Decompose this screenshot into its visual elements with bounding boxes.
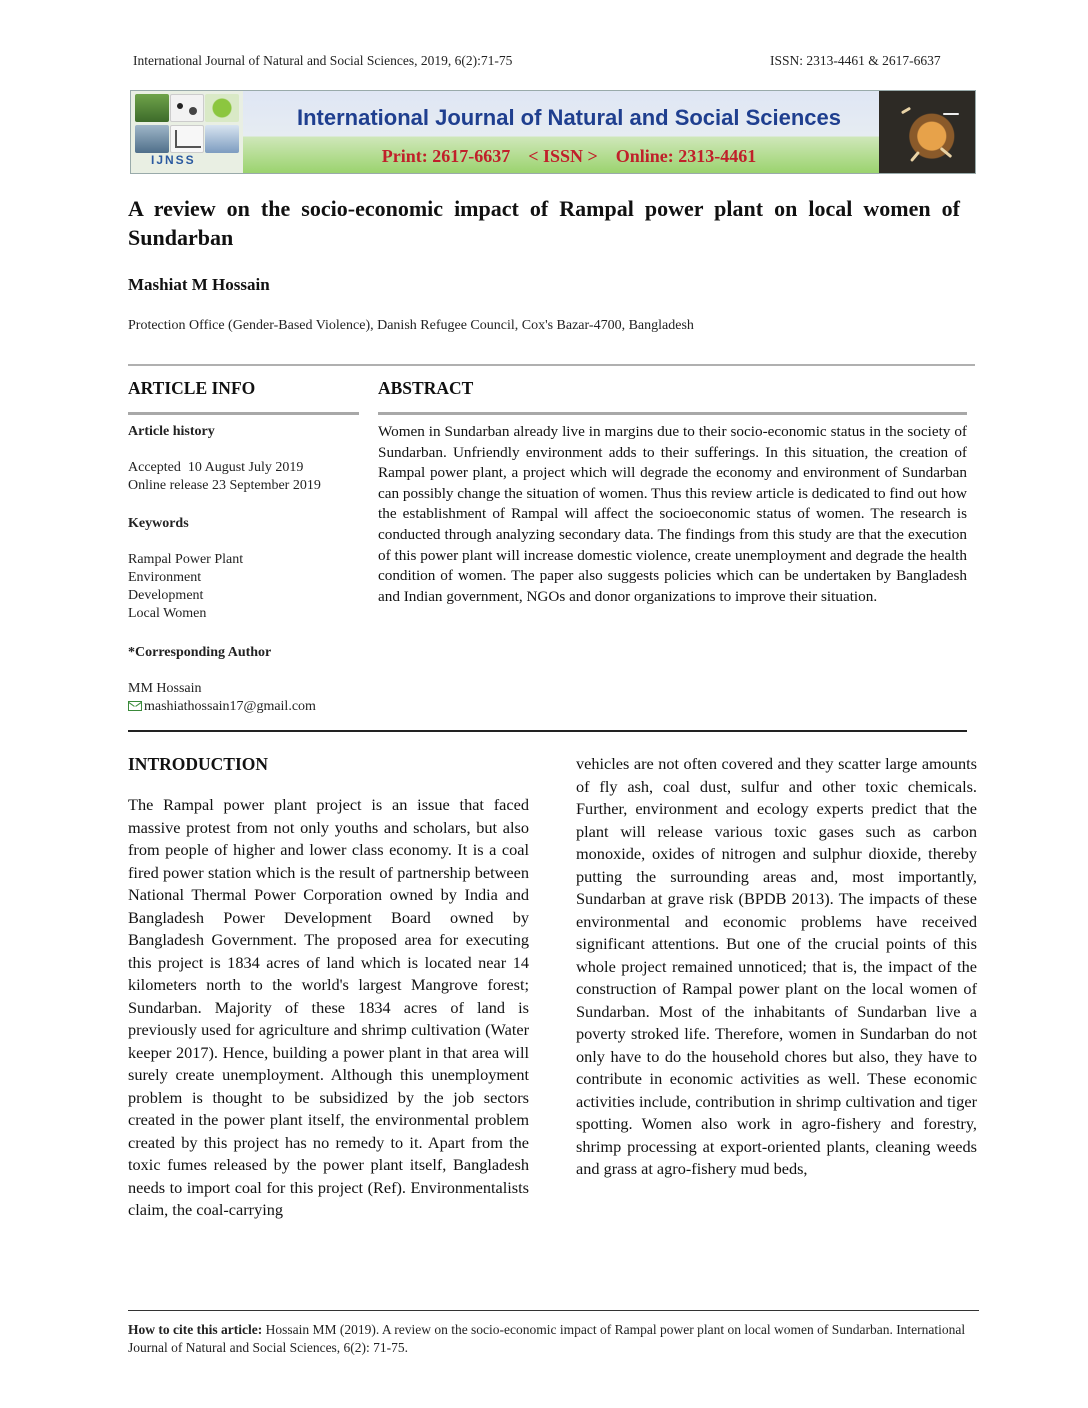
divider	[128, 1310, 979, 1311]
issn-line: Print: 2617-6637 < ISSN > Online: 2313-4461	[381, 146, 757, 166]
corresponding-author-email[interactable]: mashiathossain17@gmail.com	[144, 699, 316, 714]
journal-banner	[130, 90, 976, 174]
divider	[128, 412, 359, 415]
author-affiliation: Protection Office (Gender-Based Violence), Danish Refugee Council, Cox's Bazar-4700, Bangladesh	[128, 318, 694, 333]
journal-title: International Journal of Natural and Social Sciences	[296, 105, 842, 130]
keyword: Environment	[128, 570, 202, 585]
citation-block	[128, 1321, 979, 1357]
introduction-heading: INTRODUCTION	[128, 754, 269, 774]
abstract-heading: ABSTRACT	[378, 378, 474, 398]
corresponding-author-name: MM Hossain	[128, 681, 202, 696]
journal-logo	[131, 91, 243, 173]
article-history-label: Article history	[128, 424, 215, 439]
accepted-date: Accepted 10 August July 2019	[128, 460, 304, 475]
keywords-list	[128, 551, 368, 623]
citation-label: How to cite this article:	[128, 1322, 263, 1337]
citation-text: Hossain MM (2019). A review on the socio-economic impact of Rampal power plant on local women of Sundarban. International Journal of Natural and Social Sciences, 6(2): 71-75.	[128, 1322, 966, 1355]
online-release-date: Online release 23 September 2019	[128, 478, 321, 493]
article-info-heading: ARTICLE INFO	[128, 378, 256, 398]
keyword: Development	[128, 588, 204, 603]
divider	[128, 730, 967, 732]
introduction-left-column: The Rampal power plant project is an issue that faced massive protest from not only youths and scholars, but also from people of higher and lower class economy. It is a coal fired power station which is the result of partnership between National Thermal Power Corporation owned by India and Bangladesh Power Development Board owned by Bangladesh Government. The proposed area for executing this project is 1834 acres of land which is located near 14 kilometers north to the world's largest Mangrove forest; Sundarban. Majority of these 1834 acres of land is previously used for agriculture and shrimp cultivation (Water keeper 2017). Hence, building a power plant in that area will surely create unemployment. Although this unemployment problem is thought to be subsidized by the job sectors created in the power plant itself, the environmental problem created by this project has no remedy to it. Apart from the toxic fumes released by the power plant itself, Bangladesh needs to import coal for this project (Ref). Environmentalists claim, the coal-carrying	[128, 795, 529, 1219]
article-history	[128, 459, 368, 495]
running-header-issn: ISSN: 2313-4461 & 2617-6637	[770, 53, 941, 68]
author-name: Mashiat M Hossain	[128, 275, 270, 294]
logo-text: IJNSS	[151, 153, 196, 167]
banner-photo	[879, 91, 975, 173]
divider	[378, 412, 967, 415]
corresponding-author-email-row	[128, 698, 368, 716]
keyword: Local Women	[128, 606, 207, 621]
article-title: A review on the socio-economic impact of Rampal power plant on local women of Sundarban	[128, 196, 960, 250]
running-header-journal: International Journal of Natural and Social Sciences, 2019, 6(2):71-75	[133, 53, 513, 68]
corresponding-author-label: *Corresponding Author	[128, 645, 272, 660]
keyword: Rampal Power Plant	[128, 552, 244, 567]
email-icon	[128, 701, 142, 711]
corresponding-author	[128, 680, 368, 716]
introduction-right-column: vehicles are not often covered and they scatter large amounts of fly ash, coal dust, sulfur and other toxic chemicals. Further, environment and ecology experts predict that the plant will release various toxic gases such as carbon monoxide, oxides of nitrogen and sulphur dioxide, thereby putting the surrounding areas and, most importantly, Sundarban at grave risk (BPDB 2013). The impacts of these environmental and economic problems have received significant attentions. But one of the crucial points of this whole project remained unnoticed; that is, the impact of the construction of Rampal power plant on the local women of Sundarban. Most of the inhabitants of Sundarban live a poverty stroked life. Therefore, women in Sundarban do not only have to do the household chores but also, they have to contribute in economic activities as well. These economic activities include, contribution in shrimp cultivation and tiger spotting. Women also work in agro-fishery and forestry, shrimp processing at export-oriented plants, cleaning weeds and grass at agro-fishery mud beds,	[576, 754, 977, 1178]
divider	[128, 364, 975, 366]
abstract-text: Women in Sundarban already live in margins due to their socio-economic status in the society of Sundarban. Unfriendly environment adds to their sufferings. In this situation, the creation of Rampal power plant, a project which will degrade the economy and environment of Sundarban can possibly change the situation of women. Thus this review article is dedicated to find out how the establishment of Rampal will affect the socioeconomic status of women. The research is conducted through analyzing secondary data. The findings from this study are that the execution of this power plant will increase domestic violence, create unemployment and degrade the health condition of women. The paper also suggests policies which can be undertaken by Bangladesh and Indian government, NGOs and donor organizations to improve their situation.	[378, 423, 967, 605]
keywords-label: Keywords	[128, 516, 189, 531]
